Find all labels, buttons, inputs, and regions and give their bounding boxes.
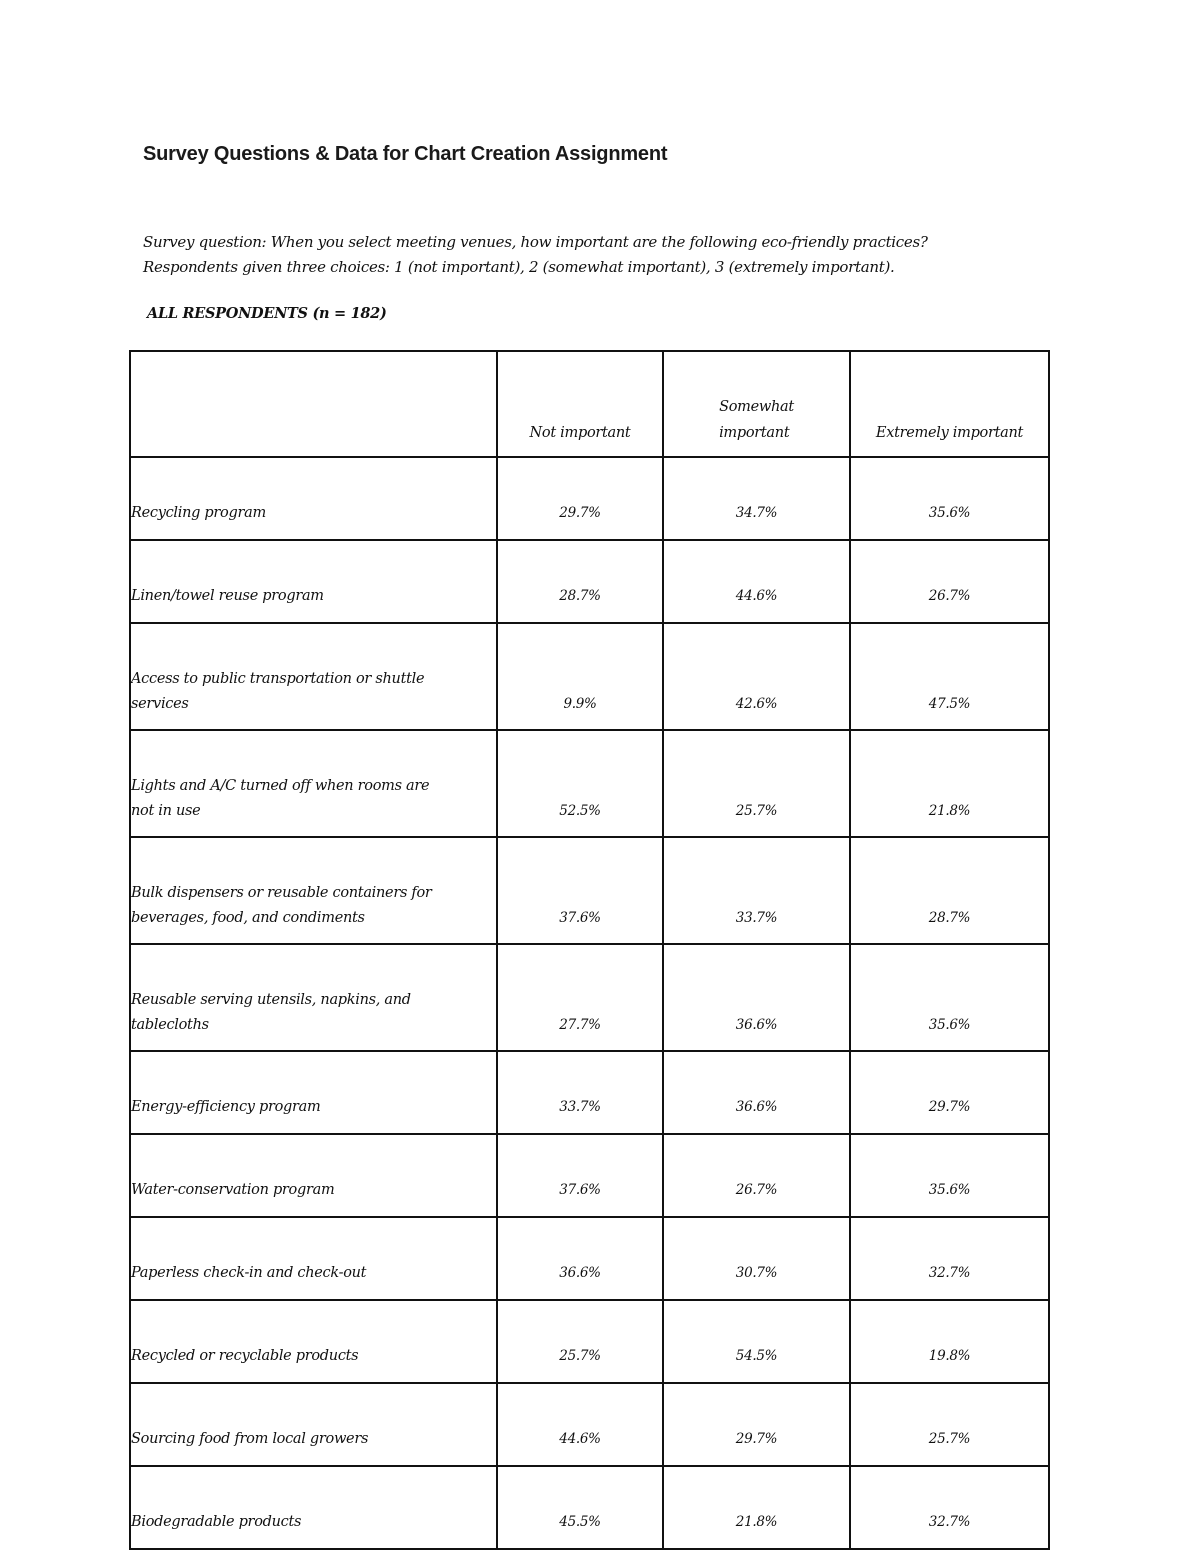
value-not-important: 25.7% [497, 1300, 663, 1383]
value-somewhat-important: 44.6% [663, 540, 850, 623]
row-label-line: Bulk dispensers or reusable containers for [131, 885, 432, 901]
row-label: Sourcing food from local growers [130, 1383, 497, 1466]
value-extremely-important: 35.6% [850, 457, 1049, 540]
value-extremely-important: 19.8% [850, 1300, 1049, 1383]
header-somewhat-line1: Somewhat [719, 399, 794, 415]
value-somewhat-important: 26.7% [663, 1134, 850, 1217]
document-title: Survey Questions & Data for Chart Creation Assignment [143, 143, 668, 165]
table-row [130, 1300, 1049, 1383]
value-somewhat-important: 21.8% [663, 1466, 850, 1549]
value-not-important: 44.6% [497, 1383, 663, 1466]
value-somewhat-important: 30.7% [663, 1217, 850, 1300]
row-label [130, 944, 497, 1051]
value-somewhat-important: 36.6% [663, 1051, 850, 1134]
table-row [130, 457, 1049, 540]
value-somewhat-important: 25.7% [663, 730, 850, 837]
value-somewhat-important: 29.7% [663, 1383, 850, 1466]
survey-choices-line: Respondents given three choices: 1 (not important), 2 (somewhat important), 3 (extremely important). [143, 258, 895, 276]
value-somewhat-important: 34.7% [663, 457, 850, 540]
value-somewhat-important: 36.6% [663, 944, 850, 1051]
table-row [130, 1134, 1049, 1217]
table-header-row [130, 351, 1049, 457]
row-label-line: tablecloths [131, 1017, 209, 1033]
header-extremely-important: Extremely important [850, 351, 1049, 457]
row-label-line: services [131, 696, 189, 712]
row-label: Energy-efficiency program [130, 1051, 497, 1134]
row-label [130, 837, 497, 944]
row-label: Paperless check-in and check-out [130, 1217, 497, 1300]
value-not-important: 9.9% [497, 623, 663, 730]
value-somewhat-important: 33.7% [663, 837, 850, 944]
value-somewhat-important: 42.6% [663, 623, 850, 730]
value-extremely-important: 21.8% [850, 730, 1049, 837]
row-label [130, 623, 497, 730]
table-row [130, 1466, 1049, 1549]
value-not-important: 33.7% [497, 1051, 663, 1134]
row-label: Biodegradable products [130, 1466, 497, 1549]
respondents-label: ALL RESPONDENTS (n = 182) [147, 305, 387, 322]
header-blank-cell [130, 351, 497, 457]
value-not-important: 28.7% [497, 540, 663, 623]
table-row [130, 623, 1049, 730]
row-label-line: beverages, food, and condiments [131, 910, 365, 926]
header-somewhat-line2: important [719, 425, 790, 441]
value-not-important: 45.5% [497, 1466, 663, 1549]
row-label: Linen/towel reuse program [130, 540, 497, 623]
value-not-important: 36.6% [497, 1217, 663, 1300]
value-extremely-important: 35.6% [850, 944, 1049, 1051]
value-not-important: 37.6% [497, 837, 663, 944]
table-row [130, 730, 1049, 837]
value-extremely-important: 32.7% [850, 1217, 1049, 1300]
value-extremely-important: 32.7% [850, 1466, 1049, 1549]
survey-question-line: Survey question: When you select meeting venues, how important are the following eco-friendly practices? [143, 233, 928, 251]
table-row [130, 837, 1049, 944]
row-label [130, 730, 497, 837]
table-row [130, 540, 1049, 623]
value-extremely-important: 47.5% [850, 623, 1049, 730]
survey-question [143, 230, 1083, 280]
row-label: Recycling program [130, 457, 497, 540]
row-label-line: not in use [131, 803, 201, 819]
table-row [130, 1051, 1049, 1134]
value-not-important: 27.7% [497, 944, 663, 1051]
table-row [130, 1217, 1049, 1300]
row-label: Recycled or recyclable products [130, 1300, 497, 1383]
value-extremely-important: 35.6% [850, 1134, 1049, 1217]
row-label-line: Access to public transportation or shuttle [131, 671, 425, 687]
value-not-important: 37.6% [497, 1134, 663, 1217]
row-label: Water-conservation program [130, 1134, 497, 1217]
value-extremely-important: 26.7% [850, 540, 1049, 623]
value-extremely-important: 28.7% [850, 837, 1049, 944]
value-extremely-important: 29.7% [850, 1051, 1049, 1134]
row-label-line: Reusable serving utensils, napkins, and [131, 992, 411, 1008]
value-somewhat-important: 54.5% [663, 1300, 850, 1383]
value-not-important: 52.5% [497, 730, 663, 837]
survey-results-table [129, 350, 1050, 1550]
table-row [130, 1383, 1049, 1466]
table-row [130, 944, 1049, 1051]
header-somewhat-important [663, 351, 850, 457]
value-extremely-important: 25.7% [850, 1383, 1049, 1466]
header-not-important: Not important [497, 351, 663, 457]
row-label-line: Lights and A/C turned off when rooms are [131, 778, 430, 794]
value-not-important: 29.7% [497, 457, 663, 540]
